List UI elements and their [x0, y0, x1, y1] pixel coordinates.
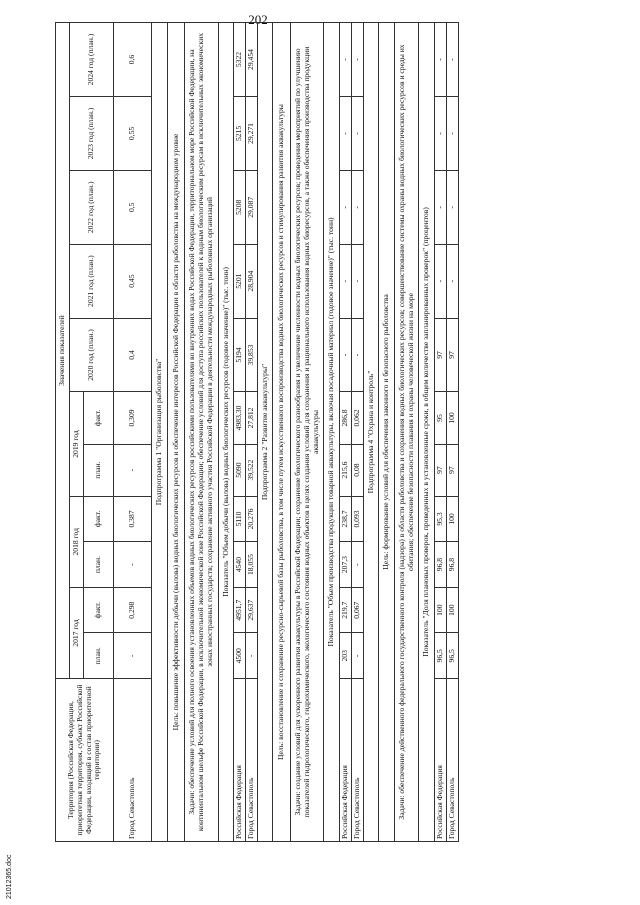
value-cell: 100 [446, 587, 458, 633]
value-cell: - [351, 318, 363, 392]
value-cell: 97 [435, 444, 447, 496]
value-cell: - [435, 170, 447, 244]
section-row [324, 23, 340, 842]
value-cell: 96,8 [446, 542, 458, 588]
territory-cell: Город Севастополь [351, 679, 363, 842]
value-cell: 207,3 [340, 542, 352, 588]
value-cell: 5208 [234, 170, 246, 244]
value-cell: - [114, 444, 152, 496]
value-cell: 100 [435, 587, 447, 633]
header-2021: 2021 год (план.) [70, 244, 114, 318]
header-2018: 2018 год [70, 496, 84, 587]
value-cell: 5215 [234, 97, 246, 171]
header-2023: 2023 год (план.) [70, 97, 114, 171]
value-cell: 97 [446, 444, 458, 496]
header-fact: факт. [84, 496, 114, 542]
value-cell: - [114, 633, 152, 679]
header-values-group: Значения показателей [56, 23, 70, 679]
value-cell: 4500 [234, 633, 246, 679]
section-row [291, 23, 324, 842]
value-cell: 18,055 [246, 542, 258, 588]
subprogram-4-title: Подпрограмма 4 "Охрана и контроль" [363, 23, 379, 842]
subprogram-2-title: Подпрограмма 2 "Развитие аквакультуры" [257, 23, 273, 842]
value-cell: 5110 [234, 496, 246, 542]
table-row [446, 23, 458, 842]
value-cell: 0,387 [114, 496, 152, 542]
value-cell: 28,904 [246, 244, 258, 318]
value-cell: - [340, 244, 352, 318]
header-2020: 2020 год (план.) [70, 318, 114, 392]
value-cell: - [435, 23, 447, 97]
value-cell: - [446, 244, 458, 318]
table-row [246, 23, 258, 842]
value-cell: 95,3 [435, 496, 447, 542]
value-cell: - [351, 23, 363, 97]
value-cell: - [351, 244, 363, 318]
section-row [152, 23, 168, 842]
value-cell: 97 [446, 318, 458, 392]
subprogram-4-indicator: Показатель "Доля плановых проверок, проведенных в установленные сроки, в общем количестве запланированных проверок" (процентов) [419, 23, 435, 842]
territory-cell: Российская Федерация [340, 679, 352, 842]
section-row [167, 23, 185, 842]
table-row [114, 23, 152, 842]
header-territory: Территория (Российская Федерация, приоритетная территория, субъект Российской Федерации, входящий в состав приоритетной территории) [56, 679, 114, 842]
section-row [379, 23, 395, 842]
value-cell: 96,8 [435, 542, 447, 588]
table-row [234, 23, 246, 842]
value-cell: 0,08 [351, 444, 363, 496]
value-cell: 0,6 [114, 23, 152, 97]
section-row [185, 23, 218, 842]
header-2017: 2017 год [70, 587, 84, 678]
value-cell: - [246, 633, 258, 679]
value-cell: 0,309 [114, 392, 152, 444]
value-cell: 5090 [234, 444, 246, 496]
value-cell: 0,4 [114, 318, 152, 392]
value-cell: 4540 [234, 542, 246, 588]
table-row [435, 23, 447, 842]
subprogram-1-title: Подпрограмма 1 "Организация рыболовства" [152, 23, 168, 842]
value-cell: 27,812 [246, 392, 258, 444]
table-row [340, 23, 352, 842]
value-cell: 39,522 [246, 444, 258, 496]
value-cell: - [351, 633, 363, 679]
value-cell: - [351, 97, 363, 171]
header-fact: факт. [84, 392, 114, 444]
value-cell: - [114, 542, 152, 588]
value-cell: - [351, 542, 363, 588]
value-cell: 100 [446, 392, 458, 444]
value-cell: 0,298 [114, 587, 152, 633]
value-cell: 219,7 [340, 587, 352, 633]
value-cell: 97 [435, 318, 447, 392]
value-cell: - [340, 23, 352, 97]
value-cell: 5322 [234, 23, 246, 97]
value-cell: 39,853 [246, 318, 258, 392]
value-cell: 5201 [234, 244, 246, 318]
section-row [363, 23, 379, 842]
value-cell: 0,062 [351, 392, 363, 444]
header-2024: 2024 год (план.) [70, 23, 114, 97]
header-2019: 2019 год [70, 392, 84, 496]
value-cell: 29,637 [246, 587, 258, 633]
subprogram-4-tasks: Задачи: обеспечение действенного федерального государственного контроля (надзора) в области рыболовства и сохранения водных биологических ресурсов; совершенствование системы охраны водных биологических ресурсов и среды их обитания; обеспечение безопасности плавания и охраны человеческой жизни на море [394, 23, 418, 842]
value-cell: - [435, 97, 447, 171]
subprogram-2-tasks: Задачи: создание условий для ускоренного развития аквакультуры в Российской Федерации; сохранение биологического разнообразия и увеличение численности водных биологических ресурсов; проведения мероприятий по улучшению показателей гидрологического, гидрохимического, экологического состояния водных объектов в целях создания условий для сохранения и рационального использования водных биоресурсов, а также обеспечения производства продукции аквакультуры [291, 23, 324, 842]
value-cell: 29,271 [246, 97, 258, 171]
territory-cell: Российская Федерация [234, 679, 246, 842]
subprogram-1-indicator: Показатель "Объем добычи (вылова) водных биологических ресурсов (годовое значение)" (тыс. тонн) [218, 23, 234, 842]
value-cell: 0,093 [351, 496, 363, 542]
document-code: 21012365.doc [6, 854, 13, 899]
section-row [257, 23, 273, 842]
value-cell: 203 [340, 633, 352, 679]
value-cell: 5194 [234, 318, 246, 392]
value-cell: 238,7 [340, 496, 352, 542]
value-cell: 96,5 [435, 633, 447, 679]
section-row [273, 23, 291, 842]
indicators-table [55, 22, 459, 842]
value-cell: 29,087 [246, 170, 258, 244]
value-cell: 215,6 [340, 444, 352, 496]
value-cell: 96,5 [446, 633, 458, 679]
value-cell: - [340, 170, 352, 244]
value-cell: 95 [435, 392, 447, 444]
subprogram-1-tasks: Задачи: обеспечение условий для полного освоения установленных объемов водных биологических ресурсов российскими пользователями во внутренних водах Российской Федерации, территориальном море Российской Федерации, на континентальном шельфе Российской Федерации, в исключительной экономической зоне Российской Федерации; обеспечение условий для доступа российских пользователей к водным биологическим ресурсам в исключительных экономических зонах иностранных государств; сохранение активного участия Российской Федерации в деятельности международных рыболовных организаций [185, 23, 218, 842]
territory-cell: Российская Федерация [435, 679, 447, 842]
header-plan: план. [84, 633, 114, 679]
territory-cell: Город Севастополь [114, 679, 152, 842]
value-cell: 0,55 [114, 97, 152, 171]
value-cell: - [340, 97, 352, 171]
page-number: 202 [248, 12, 268, 27]
value-cell: - [446, 97, 458, 171]
value-cell: - [446, 170, 458, 244]
value-cell: - [446, 23, 458, 97]
section-row [218, 23, 234, 842]
value-cell: 100 [446, 496, 458, 542]
subprogram-2-indicator: Показатель "Объем производства продукции товарной аквакультуры, включая посадочный материал (годовое значение)" (тыс. тонн) [324, 23, 340, 842]
value-cell: - [435, 244, 447, 318]
rotated-table-container [55, 22, 615, 842]
value-cell: - [351, 170, 363, 244]
value-cell: 20,276 [246, 496, 258, 542]
header-fact: факт. [84, 587, 114, 633]
value-cell: 4983,30 [234, 392, 246, 444]
value-cell: 0,067 [351, 587, 363, 633]
value-cell: 29,454 [246, 23, 258, 97]
header-2022: 2022 год (план.) [70, 170, 114, 244]
section-row [394, 23, 418, 842]
table-row [351, 23, 363, 842]
value-cell: 286,8 [340, 392, 352, 444]
value-cell: - [340, 318, 352, 392]
subprogram-4-goal: Цель: формирование условий для обеспечения законного и безопасного рыболовства [379, 23, 395, 842]
subprogram-2-goal: Цель: восстановление и сохранение ресурсно-сырьевой базы рыболовства, в том числе путем искусственного воспроизводства водных биологических ресурсов и стимулирования развития аквакультуры [273, 23, 291, 842]
territory-cell: Город Севастополь [446, 679, 458, 842]
value-cell: 4951,7 [234, 587, 246, 633]
value-cell: 0,45 [114, 244, 152, 318]
value-cell: 0,5 [114, 170, 152, 244]
header-plan: план. [84, 542, 114, 588]
header-plan: план. [84, 444, 114, 496]
section-row [419, 23, 435, 842]
territory-cell: Город Севастополь [246, 679, 258, 842]
subprogram-1-goal: Цель: повышение эффективности добычи (вылова) водных биологических ресурсов и обеспечение интересов Российской Федерации в области рыболовства на международном уровне [167, 23, 185, 842]
